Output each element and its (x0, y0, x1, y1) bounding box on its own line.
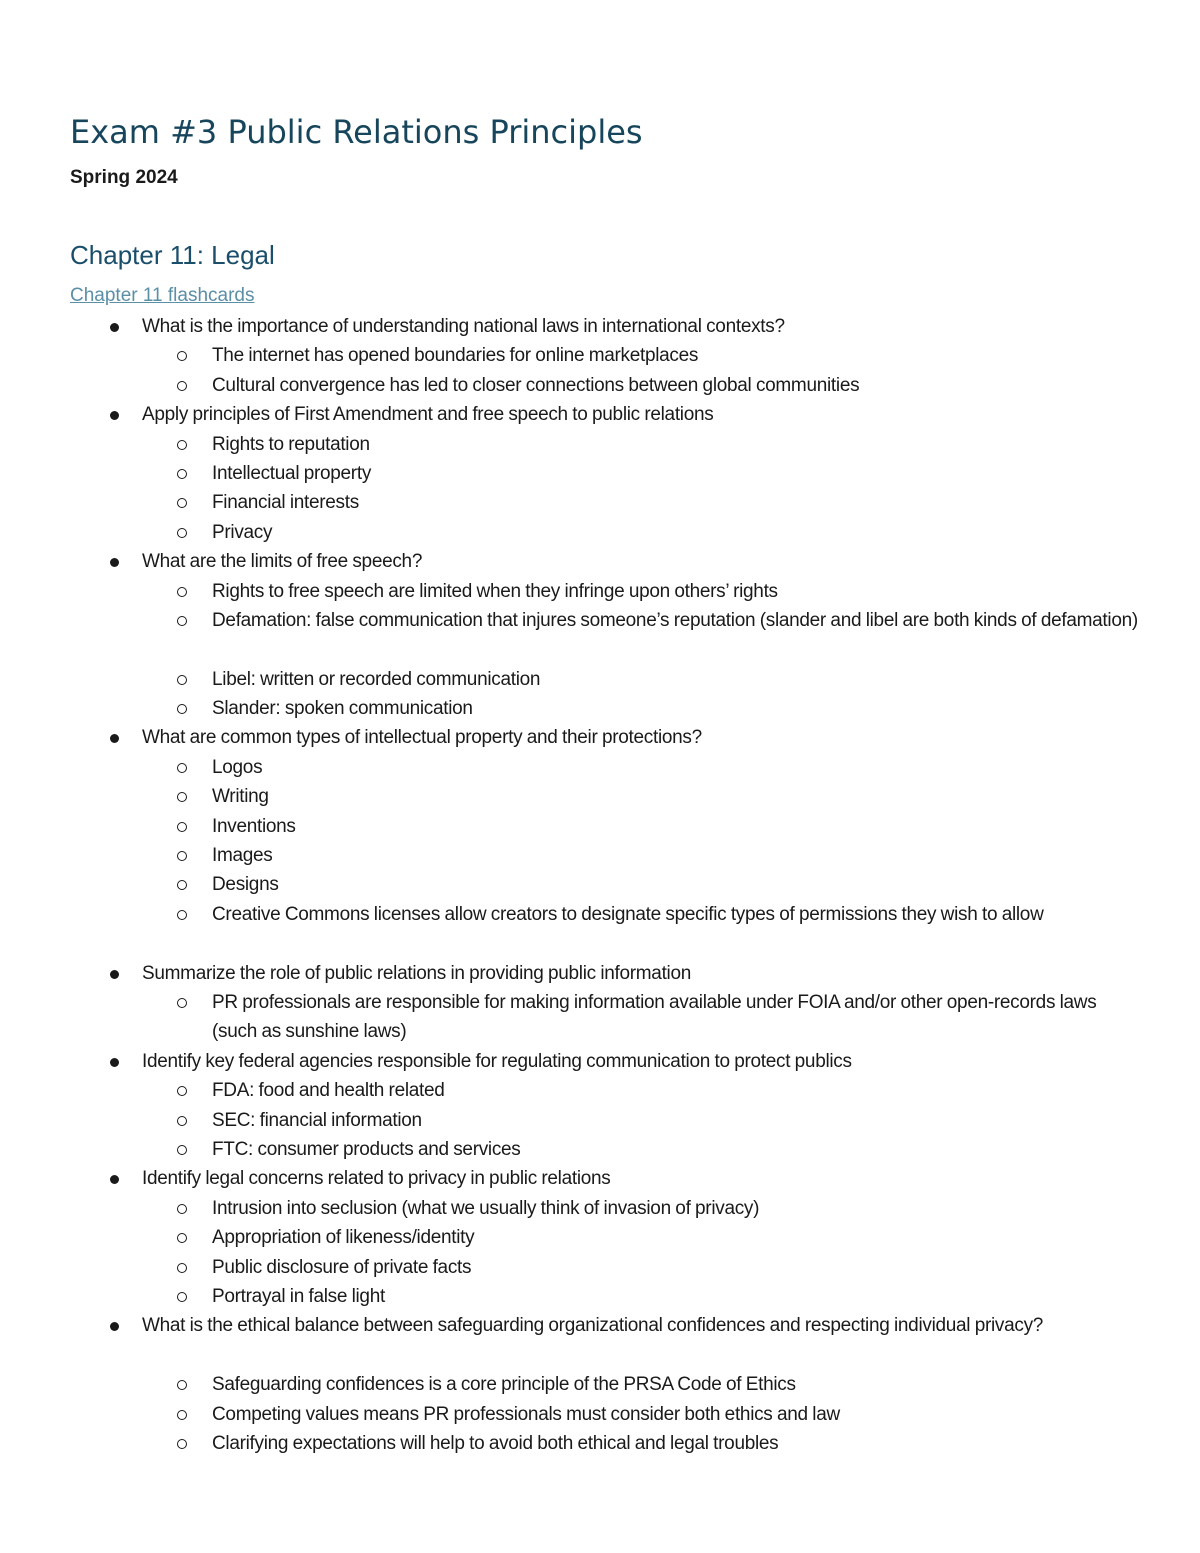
outline-item-text: Privacy (212, 521, 273, 543)
outline-subitem (0, 694, 1200, 723)
outline-subitem (0, 841, 1200, 870)
outline-item-text: Safeguarding confidences is a core principle of the PRSA Code of Ethics (212, 1374, 796, 1396)
outline-item-text: Slander: spoken communication (212, 698, 473, 720)
outline-subitem (0, 1106, 1200, 1135)
filled-bullet-icon (110, 411, 119, 420)
outline-item (0, 1164, 1200, 1193)
hollow-circle-bullet-icon (177, 381, 187, 391)
outline-subitem (0, 1135, 1200, 1164)
hollow-circle-bullet-icon (177, 528, 187, 538)
outline-item-text: What are common types of intellectual property and their protections? (142, 727, 702, 749)
hollow-circle-bullet-icon (177, 704, 187, 714)
outline-subitem (0, 577, 1200, 606)
flashcards-link[interactable]: Chapter 11 flashcards (70, 285, 255, 306)
hollow-circle-bullet-icon (177, 440, 187, 450)
outline-subitem (0, 1370, 1200, 1399)
outline-item-text: Intellectual property (212, 462, 372, 484)
hollow-circle-bullet-icon (177, 1086, 187, 1096)
hollow-circle-bullet-icon (177, 675, 187, 685)
outline-subitem (0, 1253, 1200, 1282)
outline-subitem (0, 430, 1200, 459)
outline-subitem (0, 665, 1200, 694)
outline-item-text: What is the importance of understanding national laws in international contexts? (142, 316, 785, 337)
outline-item-text: Logos (212, 756, 263, 778)
hollow-circle-bullet-icon (177, 880, 187, 890)
hollow-circle-bullet-icon (177, 1292, 187, 1302)
hollow-circle-bullet-icon (177, 1116, 187, 1126)
outline-item-text: Competing values means PR professionals must consider both ethics and law (212, 1403, 840, 1425)
outline-item-text: Writing (212, 786, 269, 808)
outline-subitem (0, 812, 1200, 841)
outline-item-text: Designs (212, 874, 279, 896)
hollow-circle-bullet-icon (177, 1410, 187, 1420)
outline-subitem (0, 341, 1200, 370)
outline-item-text: FTC: consumer products and services (212, 1138, 521, 1160)
outline-subitem (0, 518, 1200, 547)
hollow-circle-bullet-icon (177, 1380, 187, 1390)
hollow-circle-bullet-icon (177, 851, 187, 861)
filled-bullet-icon (110, 1175, 119, 1184)
outline-item-text: Cultural convergence has led to closer connections between global communities (212, 374, 860, 396)
outline-item (0, 1047, 1200, 1076)
outline-subitem (0, 1076, 1200, 1105)
outline-item (0, 547, 1200, 576)
outline-item-text: Rights to reputation (212, 433, 370, 455)
outline-item-text: SEC: financial information (212, 1109, 422, 1131)
hollow-circle-bullet-icon (177, 998, 187, 1008)
outline-item (0, 400, 1200, 429)
outline-subitem (0, 606, 1200, 665)
outline-subitem (0, 1194, 1200, 1223)
outline-subitem (0, 988, 1200, 1047)
outline-item-text: Financial interests (212, 492, 359, 514)
outline-subitem (0, 753, 1200, 782)
outline-item-text: Images (212, 845, 273, 867)
outline-item (0, 723, 1200, 752)
outline-subitem (0, 1400, 1200, 1429)
outline-subitem (0, 488, 1200, 517)
study-outline (0, 312, 1200, 1458)
outline-subitem (0, 1223, 1200, 1252)
outline-item-text: The internet has opened boundaries for online marketplaces (212, 345, 699, 367)
hollow-circle-bullet-icon (177, 498, 187, 508)
hollow-circle-bullet-icon (177, 763, 187, 773)
filled-bullet-icon (110, 323, 119, 332)
hollow-circle-bullet-icon (177, 351, 187, 361)
chapter-heading: Chapter 11: Legal (70, 240, 275, 270)
page-title: Exam #3 Public Relations Principles (70, 113, 643, 151)
outline-item-text: Clarifying expectations will help to avoid both ethical and legal troubles (212, 1432, 779, 1454)
outline-item-text: Summarize the role of public relations in providing public information (142, 962, 692, 984)
hollow-circle-bullet-icon (177, 1204, 187, 1214)
hollow-circle-bullet-icon (177, 822, 187, 832)
outline-subitem (0, 870, 1200, 899)
outline-item-text: Apply principles of First Amendment and free speech to public relations (142, 404, 714, 426)
outline-item-text: Public disclosure of private facts (212, 1256, 472, 1278)
outline-item-text: What is the ethical balance between safeguarding organizational confidences and respecting individual privacy? (142, 1315, 1044, 1337)
outline-item-text: Rights to free speech are limited when they infringe upon others’ rights (212, 580, 778, 602)
hollow-circle-bullet-icon (177, 587, 187, 597)
outline-item-text: Inventions (212, 815, 296, 837)
outline-item-text: Identify legal concerns related to privacy in public relations (142, 1168, 611, 1190)
outline-item-text: Portrayal in false light (212, 1285, 385, 1307)
hollow-circle-bullet-icon (177, 910, 187, 920)
filled-bullet-icon (110, 734, 119, 743)
filled-bullet-icon (110, 970, 119, 979)
outline-item-text: Creative Commons licenses allow creators to designate specific types of permissions they wish to allow (212, 903, 1044, 925)
hollow-circle-bullet-icon (177, 1263, 187, 1273)
hollow-circle-bullet-icon (177, 1233, 187, 1243)
filled-bullet-icon (110, 1058, 119, 1067)
outline-item-text: Identify key federal agencies responsible for regulating communication to protect publics (142, 1050, 852, 1072)
filled-bullet-icon (110, 558, 119, 567)
hollow-circle-bullet-icon (177, 792, 187, 802)
outline-item-text: FDA: food and health related (212, 1080, 445, 1102)
outline-item (0, 312, 1200, 341)
outline-item-text: Defamation: false communication that injures someone’s reputation (slander and libel are both kinds of defamation) (212, 609, 1138, 631)
outline-item-text: Appropriation of likeness/identity (212, 1227, 475, 1249)
outline-subitem (0, 371, 1200, 400)
outline-item-text: Intrusion into seclusion (what we usually think of invasion of privacy) (212, 1197, 760, 1219)
filled-bullet-icon (110, 1322, 119, 1331)
outline-subitem (0, 459, 1200, 488)
hollow-circle-bullet-icon (177, 1145, 187, 1155)
hollow-circle-bullet-icon (177, 616, 187, 626)
outline-item-text: What are the limits of free speech? (142, 551, 423, 573)
outline-subitem (0, 900, 1200, 959)
outline-subitem (0, 1282, 1200, 1311)
outline-subitem (0, 782, 1200, 811)
outline-item (0, 959, 1200, 988)
hollow-circle-bullet-icon (177, 1439, 187, 1449)
hollow-circle-bullet-icon (177, 469, 187, 479)
semester-subtitle: Spring 2024 (70, 167, 178, 188)
outline-item-text: Libel: written or recorded communication (212, 668, 541, 690)
outline-subitem (0, 1429, 1200, 1458)
outline-item (0, 1311, 1200, 1370)
outline-item-text: PR professionals are responsible for making information available under FOIA and/or other open-records laws (such as sunshine laws) (212, 992, 1097, 1043)
